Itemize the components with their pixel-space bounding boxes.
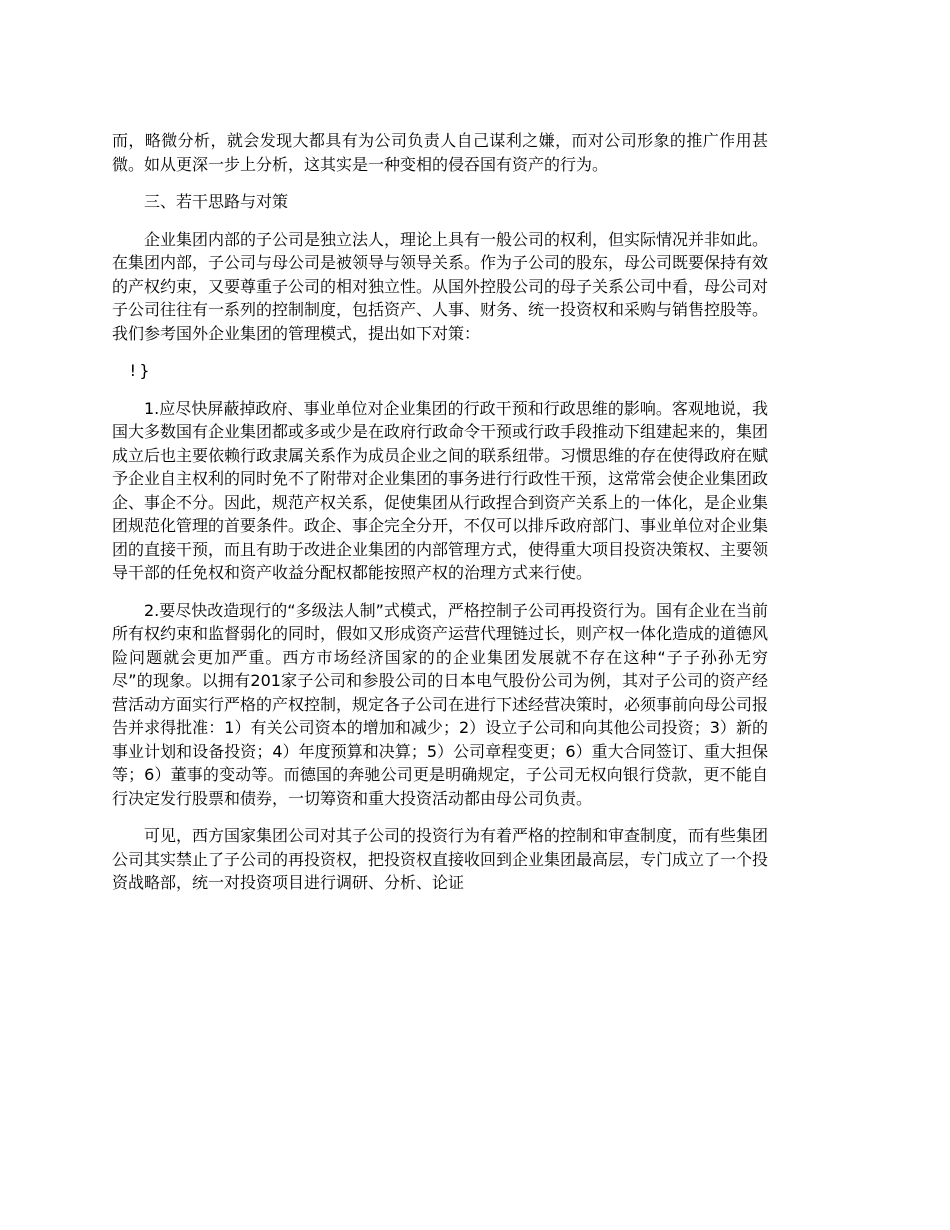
- paragraph-point-2: 2.要尽快改造现行的“多级法人制”式模式，严格控制子公司再投资行为。国有企业在当前所有权约束和监督弱化的同时，假如又形成资产运营代理链过长，则产权一体化造成的道德风险问题就会更加严重。西方市场经济国家的的企业集团发展就不存在这种“子子孙孙无穷尽”的现象。以拥有201家子公司和参股公司的日本电气股份公司为例，其对子公司的资产经营活动方面实行严格的产权控制，规定各子公司在进行下述经营决策时，必须事前向母公司报告并求得批准：1）有关公司资本的增加和减少；2）设立子公司和向其他公司投资；3）新的事业计划和设备投资；4）年度预算和决算；5）公司章程变更；6）重大合同签订、重大担保等；6）董事的变动等。而德国的奔驰公司更是明确规定，子公司无权向银行贷款，更不能自行决定发行股票和债券，一切筹资和重大投资活动都由母公司负责。: [112, 600, 769, 808]
- section-heading: 三、若干思路与对策: [144, 192, 289, 211]
- paragraph-continued: 而，略微分析，就会发现大都具有为公司负责人自己谋利之嫌，而对公司形象的推广作用甚微。如从更深一步上分析，这其实是一种变相的侵吞国有资产的行为。: [112, 131, 768, 174]
- paragraph-intro: 企业集团内部的子公司是独立法人，理论上具有一般公司的权利，但实际情况并非如此。在集团内部，子公司与母公司是被领导与领导关系。作为子公司的股东，母公司既要保持有效的产权约束，又要尊重子公司的相对独立性。从国外控股公司的母子关系公司中看，母公司对子公司往往有一系列的控制制度，包括资产、人事、财务、统一投资权和采购与销售控股等。我们参考国外企业集团的管理模式，提出如下对策：: [112, 229, 769, 343]
- paragraph-point-1: 1.应尽快屏蔽掉政府、事业单位对企业集团的行政干预和行政思维的影响。客观地说，我国大多数国有企业集团都或多或少是在政府行政命令干预或行政手段推动下组建起来的，集团成立后也主要依赖行政隶属关系作为成员企业之间的联系纽带。习惯思维的存在使得政府在赋予企业自主权利的同时免不了附带对企业集团的事务进行行政性干预，这常常会使企业集团政企、事企不分。因此，规范产权关系，促使集团从行政捏合到资产关系上的一体化，是企业集团规范化管理的首要条件。政企、事企完全分开，不仅可以排斥政府部门、事业单位对企业集团的直接干预，而且有助于改进企业集团的内部管理方式，使得重大项目投资决策权、主要领导干部的任免权和资产收益分配权都能按照产权的治理方式来行使。: [112, 398, 769, 582]
- paragraph-conclusion: 可见，西方国家集团公司对其子公司的投资行为有着严格的控制和审查制度，而有些集团公司其实禁止了子公司的再投资权，把投资权直接收回到企业集团最高层，专门成立了一个投资战略部，统一对投资项目进行调研、分析、论证: [112, 826, 769, 892]
- document-page: [112, 129, 768, 909]
- stray-glyph-line: !}: [128, 361, 152, 380]
